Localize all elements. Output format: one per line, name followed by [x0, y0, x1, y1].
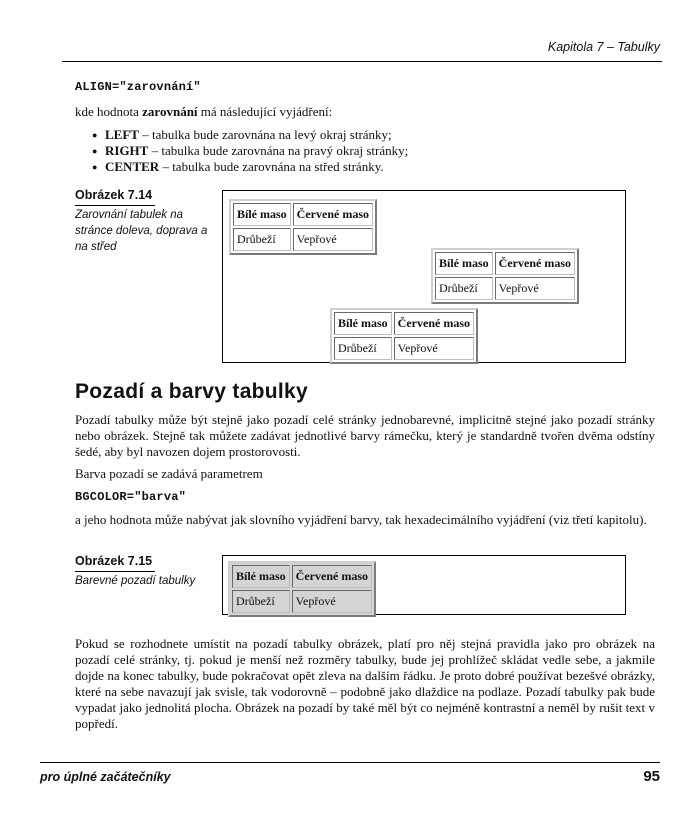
bgcolor-code: BGCOLOR="barva" [75, 490, 187, 504]
table-header-cell: Bílé maso [233, 203, 291, 226]
figure-714-rule [75, 205, 155, 206]
bullet-text: – tabulka bude zarovnána na pravý okraj stránky; [148, 143, 409, 158]
section-paragraph-1: Pozadí tabulky může být stejně jako pozadí celé stránky jednobarevné, implicitně stejné jako pozadí stránky nebo obrázek. Stejně tak můžete zadávat jednotlivé barvy rámečku, který je standardně tvořen dvěma odstíny šedé, aby byl navozen dojem prostorovosti. [75, 412, 655, 459]
table-aligned-left [229, 199, 377, 255]
table-header-cell: Červené maso [394, 312, 474, 335]
section-heading: Pozadí a barvy tabulky [75, 380, 309, 403]
table-header-cell: Bílé maso [435, 252, 493, 275]
section-paragraph-3: a jeho hodnota může nabývat jak slovního vyjádření barvy, tak hexadecimálního vyjádření (viz třetí kapitolu). [75, 512, 647, 527]
figure-715-rule [75, 571, 155, 572]
table-cell: Vepřové [495, 277, 575, 300]
align-code: ALIGN="zarovnání" [75, 80, 201, 94]
bullet-left [91, 127, 408, 143]
figure-715-frame [222, 555, 626, 615]
bullet-keyword: RIGHT [105, 143, 149, 158]
table-cell: Drůbeží [232, 590, 290, 613]
table-cell: Vepřové [292, 590, 372, 613]
align-intro-after: má následující vyjádření: [197, 104, 333, 119]
bullet-right [91, 143, 408, 159]
table-aligned-center [330, 308, 478, 364]
footer-rule [40, 762, 660, 763]
bullet-center [91, 159, 408, 175]
table-cell: Drůbeží [435, 277, 493, 300]
table-aligned-right [431, 248, 579, 304]
table-cell: Vepřové [293, 228, 373, 251]
align-bullet-list [91, 127, 408, 175]
section-paragraph-2: Barva pozadí se zadává parametrem [75, 466, 263, 481]
figure-714-caption: Zarovnání tabulek na stránce doleva, doprava a na střed [75, 209, 208, 253]
table-header-cell: Bílé maso [334, 312, 392, 335]
bullet-keyword: LEFT [105, 127, 139, 142]
header-rule [62, 61, 662, 62]
table-header-cell: Bílé maso [232, 565, 290, 588]
table-cell: Drůbeží [334, 337, 392, 360]
figure-714-frame [222, 190, 626, 363]
figure-715-caption: Barevné pozadí tabulky [75, 575, 196, 587]
table-header-cell: Červené maso [495, 252, 575, 275]
footer-book-title: pro úplné začátečníky [40, 770, 171, 784]
closing-paragraph: Pokud se rozhodnete umístit na pozadí tabulky obrázek, platí pro něj stejná pravidla jako pro obrázek na pozadí celé stránky, tj. pokud je menší než rozměry tabulky, bude jej prohlížeč skládat vedle sebe, a jakmile dojde na konec tabulky, bude pokračovat opět zleva na dalším řádku. Je proto dobré používat bezešvé obrázky, které na sebe navazují jak svisle, tak vodorovně – podobně jako dlaždice na podlaze. Pozadí tabulky pak bude vypadat jako jednolitá plocha. Obrázek na pozadí by také měl být co nejméně kontrastní a neměl by rušit text v popředí. [75, 636, 655, 731]
align-intro-before: kde hodnota [75, 104, 143, 119]
table-header-cell: Červené maso [292, 565, 372, 588]
bullet-text: – tabulka bude zarovnána na levý okraj stránky; [138, 127, 392, 142]
table-cell: Drůbeží [233, 228, 291, 251]
running-header: Kapitola 7 – Tabulky [547, 40, 660, 54]
table-header-cell: Červené maso [293, 203, 373, 226]
align-intro [75, 104, 655, 120]
bullet-keyword: CENTER [105, 159, 160, 174]
bullet-text: – tabulka bude zarovnána na střed stránky. [159, 159, 384, 174]
table-gray-background [228, 561, 376, 617]
table-cell: Vepřové [394, 337, 474, 360]
align-intro-bold: zarovnání [142, 104, 198, 119]
figure-714-label: Obrázek 7.14 [75, 188, 153, 202]
page-number: 95 [643, 768, 660, 785]
figure-715-label: Obrázek 7.15 [75, 554, 153, 568]
